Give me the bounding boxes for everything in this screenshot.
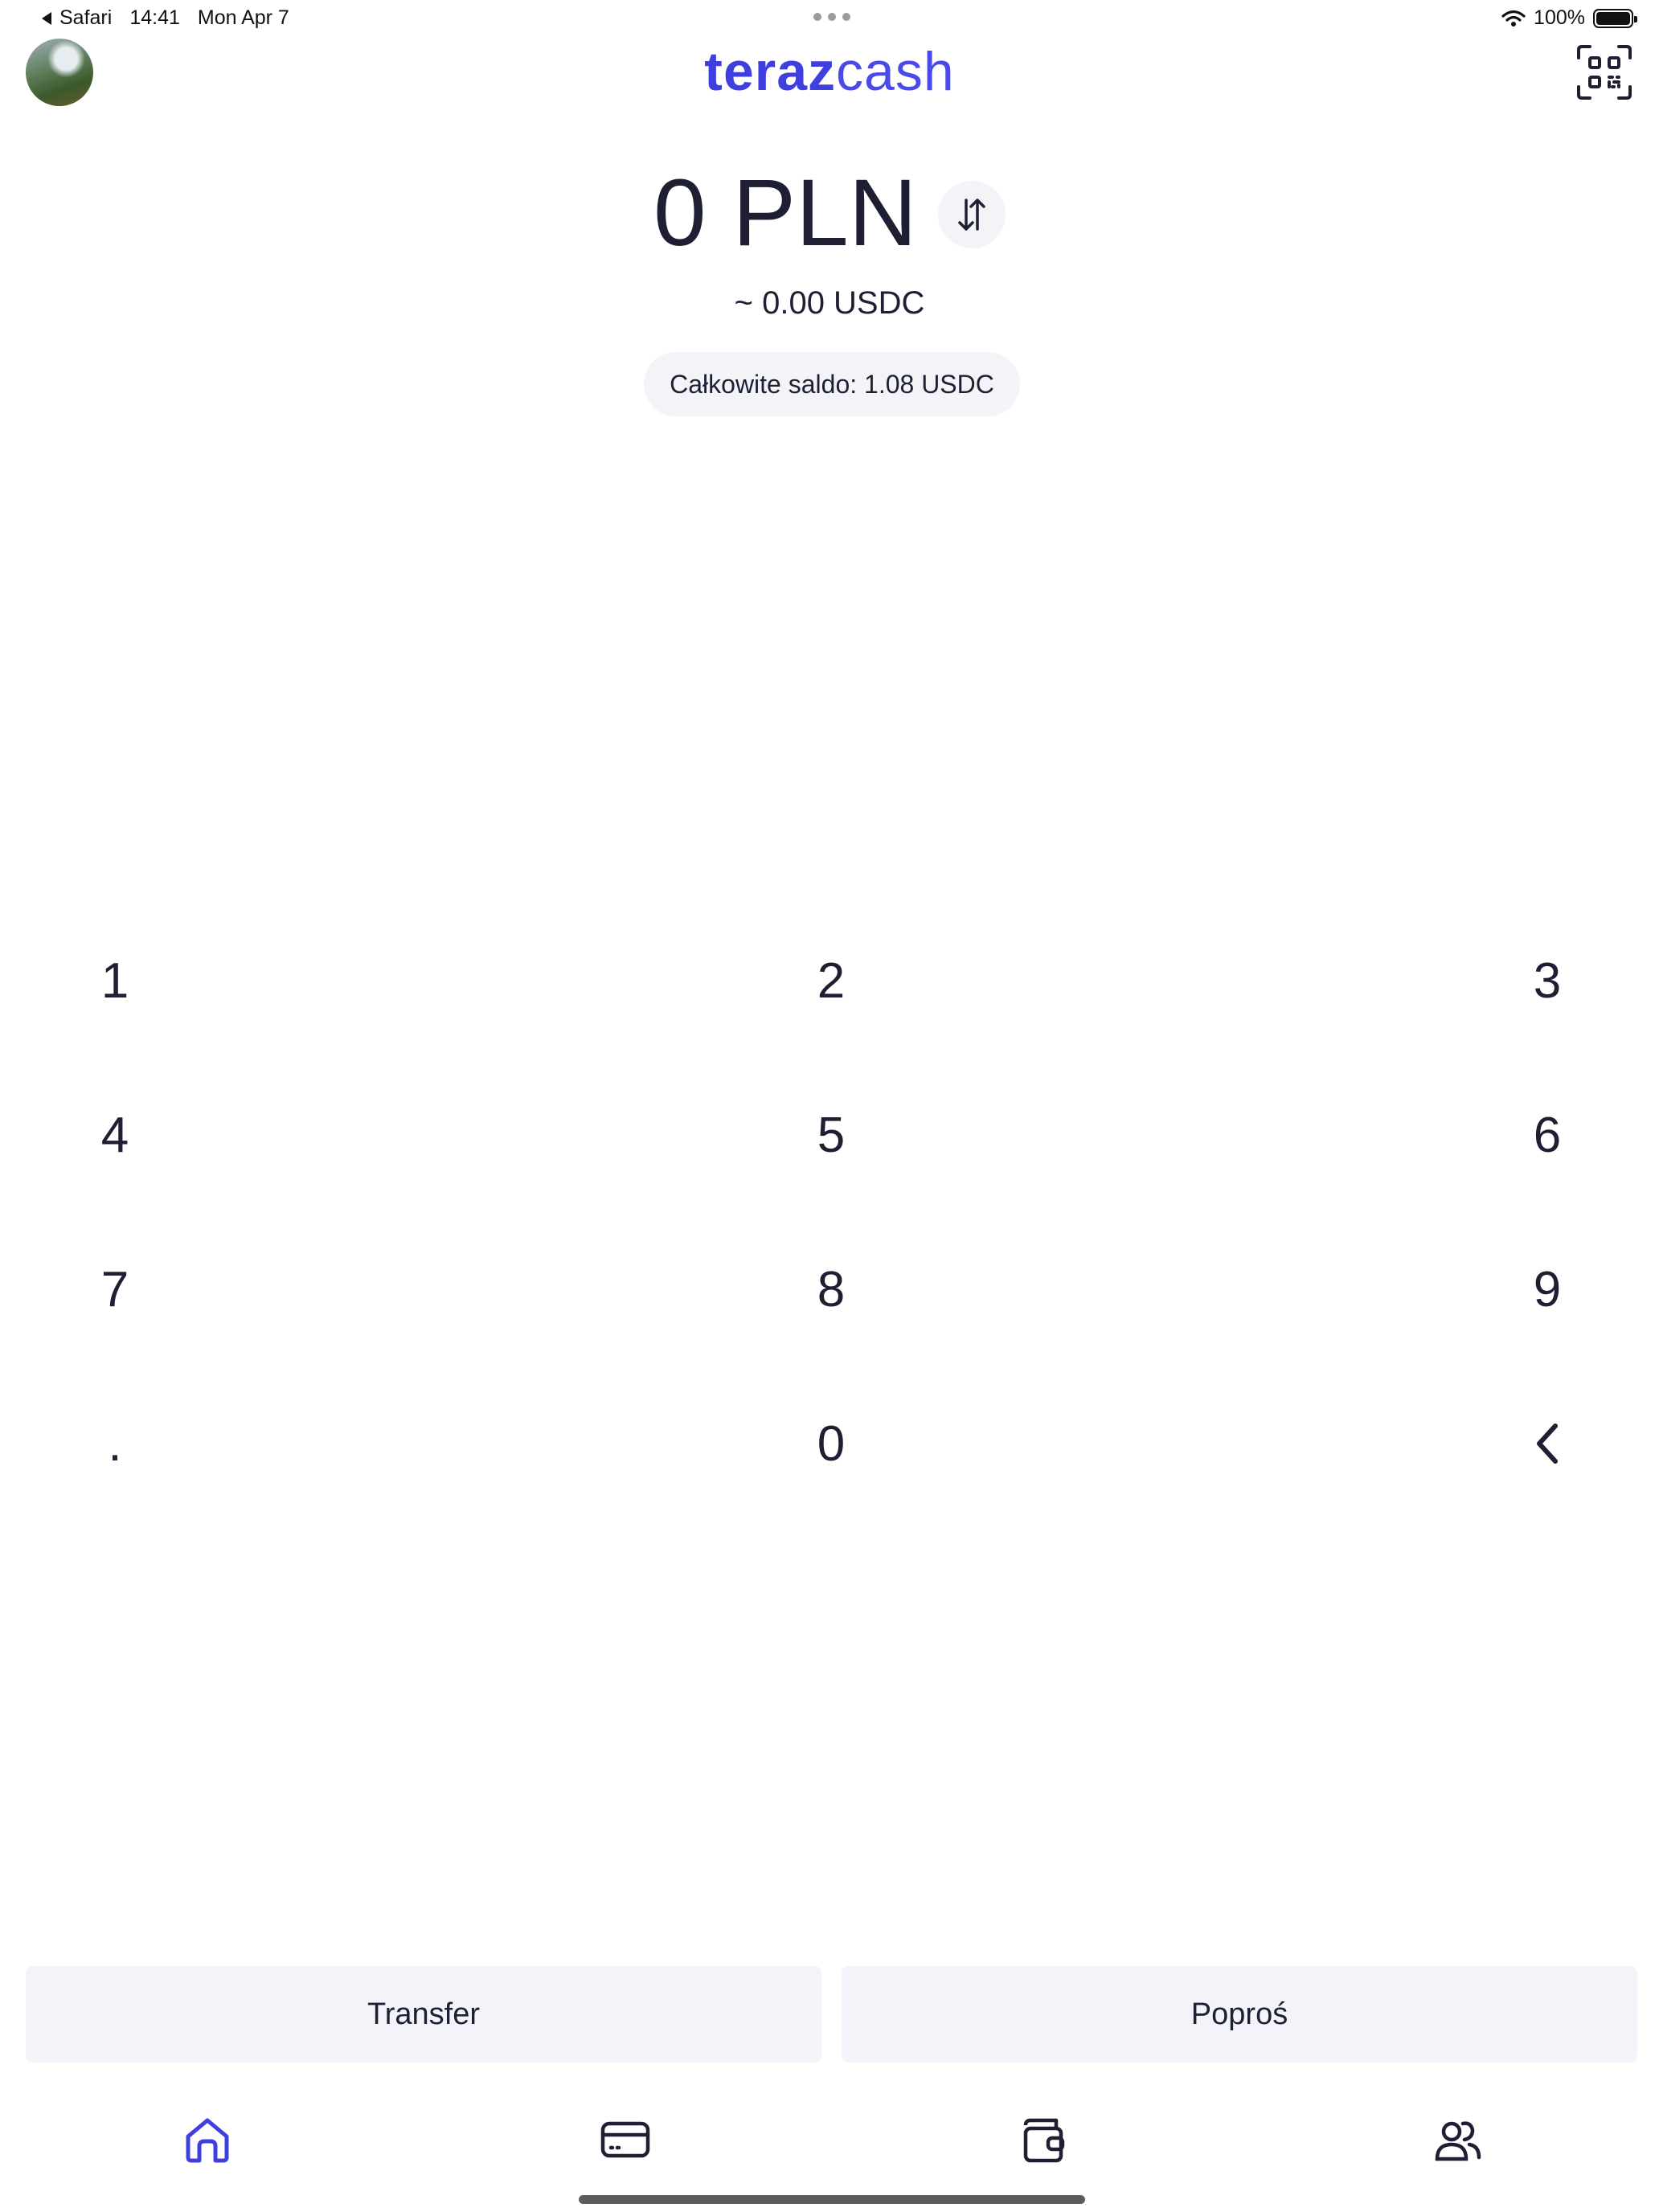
swap-currency-button[interactable] [938, 181, 1006, 248]
key-decimal[interactable]: . [108, 1415, 122, 1472]
nav-home[interactable] [175, 2108, 240, 2172]
qr-scan-icon [1575, 43, 1633, 101]
multitask-dots[interactable] [813, 13, 850, 21]
key-1[interactable]: 1 [100, 952, 129, 1009]
swap-arrows-icon [956, 197, 988, 232]
status-bar [0, 0, 1659, 39]
key-2[interactable]: 2 [817, 952, 846, 1009]
back-triangle-icon [40, 11, 53, 26]
key-0[interactable]: 0 [817, 1415, 846, 1472]
back-app-label: Safari [59, 6, 113, 29]
home-icon [182, 2114, 233, 2165]
key-6[interactable]: 6 [1533, 1107, 1562, 1163]
backspace-key[interactable] [1467, 1383, 1628, 1504]
amount-display: 0 PLN [653, 160, 917, 266]
battery-icon [1593, 9, 1633, 28]
key-3[interactable]: 3 [1533, 952, 1562, 1009]
qr-scan-button[interactable] [1575, 43, 1633, 101]
battery-percent: 100% [1534, 6, 1585, 29]
logo-part-teraz: teraz [704, 41, 837, 102]
nav-contacts[interactable] [1426, 2108, 1490, 2172]
transfer-button[interactable]: Transfer [26, 1966, 821, 2062]
wallet-icon [1018, 2114, 1069, 2165]
key-9[interactable]: 9 [1533, 1261, 1562, 1317]
card-icon [600, 2114, 651, 2165]
key-7[interactable]: 7 [100, 1261, 129, 1317]
total-balance-badge: Całkowite saldo: 1.08 USDC [644, 352, 1020, 416]
contacts-icon [1432, 2114, 1484, 2165]
logo-part-cash: cash [836, 41, 955, 102]
chevron-left-icon [1531, 1421, 1563, 1466]
key-5[interactable]: 5 [817, 1107, 846, 1163]
request-button[interactable]: Poproś [842, 1966, 1637, 2062]
key-4[interactable]: 4 [100, 1107, 129, 1163]
home-indicator[interactable] [579, 2195, 1085, 2204]
status-date: Mon Apr 7 [197, 6, 289, 29]
converted-amount: ~ 0.00 USDC [734, 285, 925, 321]
back-to-app[interactable] [40, 6, 112, 30]
key-8[interactable]: 8 [817, 1261, 846, 1317]
app-logo [0, 40, 1659, 103]
nav-wallet[interactable] [1011, 2108, 1075, 2172]
status-time: 14:41 [129, 6, 180, 29]
wifi-icon [1501, 10, 1526, 27]
nav-cards[interactable] [593, 2108, 657, 2172]
